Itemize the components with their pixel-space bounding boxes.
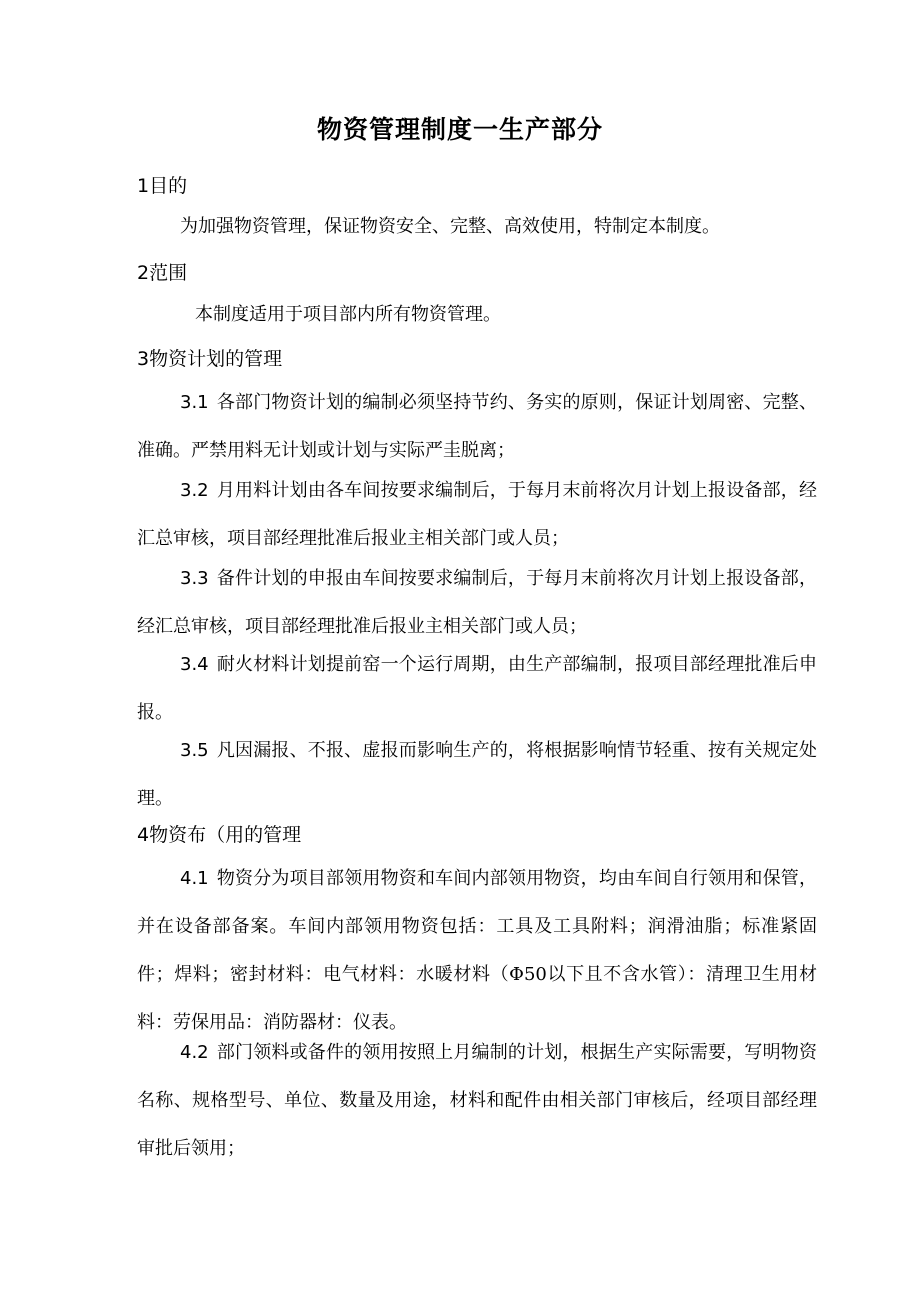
clause-text: 月用料计划由各车间按要求编制后，于每月末前将次月计划上报设备部，经汇总审核，项目部经理批准后报业主相关部门或人员； <box>137 480 817 549</box>
clause-text: 各部门物资计划的编制必须坚持节约、务实的原则，保证计划周密、完整、准确。严禁用料无计划或计划与实际严圭脱离； <box>137 392 817 461</box>
clause-number: 3.2 <box>180 480 209 501</box>
document-title: 物资管理制度一生产部分 <box>316 115 603 144</box>
paragraph-3-1 <box>137 379 817 475</box>
clause-text: 耐火材料计划提前窑一个运行周期，由生产部编制，报项目部经理批准后申报。 <box>137 654 817 723</box>
clause-number: 4.1 <box>180 868 209 889</box>
paragraph-3-3 <box>137 555 817 651</box>
paragraph-4-2 <box>137 1029 817 1173</box>
paragraph-3-5 <box>137 727 817 823</box>
paragraph-4-1 <box>137 855 817 1047</box>
paragraph-3-2 <box>137 467 817 563</box>
paragraph-purpose: 为加强物资管理，保证物资安全、完整、高效使用，特制定本制度。 <box>180 216 720 237</box>
clause-number: 4.2 <box>180 1042 209 1063</box>
clause-text: 备件计划的申报由车间按要求编制后，于每月末前将次月计划上报设备部，经汇总审核，项目部经理批准后报业主相关部门或人员； <box>137 568 817 637</box>
paragraph-3-4 <box>137 641 817 737</box>
clause-text: 部门领料或备件的领用按照上月编制的计划，根据生产实际需要，写明物资名称、规格型号、单位、数量及用途，材料和配件由相关部门审核后，经项目部经理审批后领用； <box>137 1042 817 1159</box>
clause-number: 3.5 <box>180 740 209 761</box>
clause-number: 3.1 <box>180 392 209 413</box>
section-heading-material-plan: 3物资计划的管理 <box>137 348 283 370</box>
paragraph-scope: 本制度适用于项目部内所有物资管理。 <box>195 304 501 325</box>
section-heading-material-usage: 4物资布（用的管理 <box>137 824 302 846</box>
clause-text: 物资分为项目部领用物资和车间内部领用物资，均由车间自行领用和保管，并在设备部备案。车间内部领用物资包括：工具及工具附料；润滑油脂；标准紧固件；焊料；密封材料：电气材料：水暖材料（Φ50以下且不含水管）：清理卫生用材料：劳保用品：消防器材：仪表。 <box>137 868 817 1033</box>
section-heading-purpose: 1目的 <box>137 175 188 197</box>
section-heading-scope: 2范围 <box>137 262 188 284</box>
clause-text: 凡因漏报、不报、虚报而影响生产的，将根据影响情节轻重、按有关规定处理。 <box>137 740 817 809</box>
clause-number: 3.4 <box>180 654 209 675</box>
clause-number: 3.3 <box>180 568 209 589</box>
